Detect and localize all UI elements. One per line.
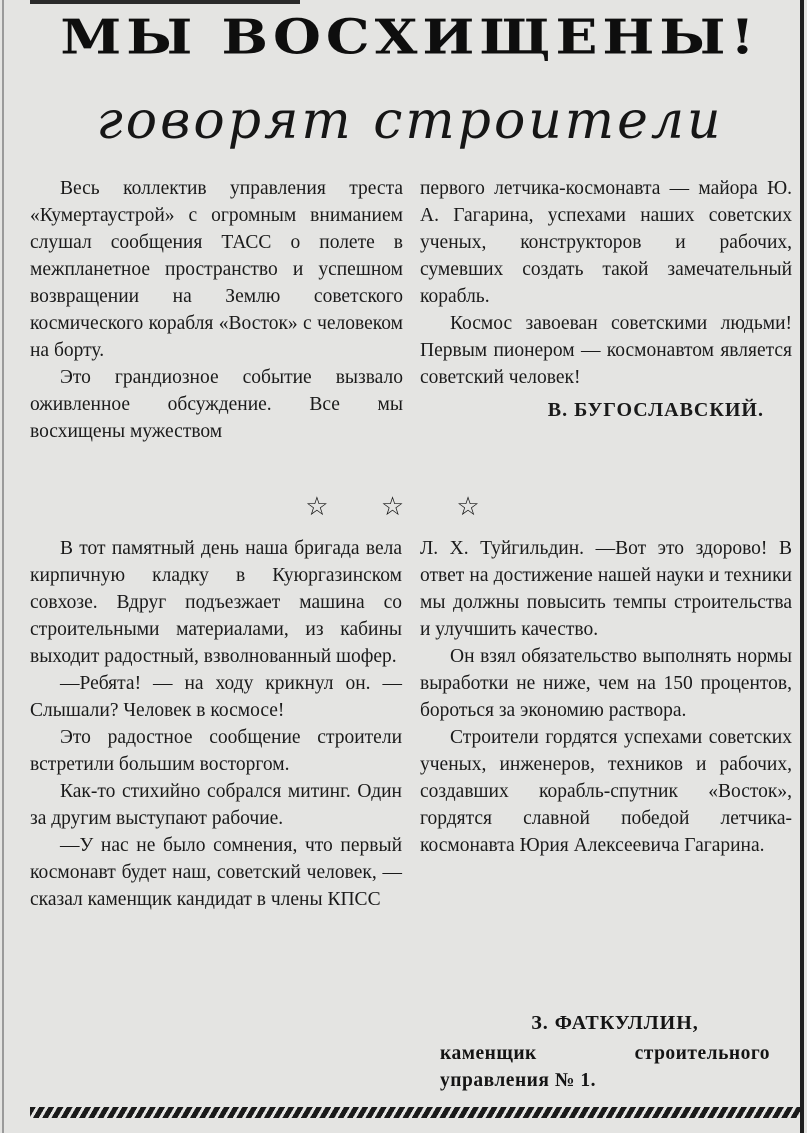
- article2-paragraph: —Ребята! — на ходу крикнул он. —Слышали? Человек в космосе!: [30, 673, 402, 721]
- article2-paragraph: Он взял обязательство выполнять нормы выработки не ниже, чем на 150 процентов, бороться за экономию раствора.: [420, 646, 792, 721]
- article1-paragraph: первого летчика-космонавта — майора Ю. А. Гагарина, успехами наших советских ученых, конструкторов и рабочих, сумевших создать такой замечательный корабль.: [420, 178, 792, 307]
- article2-paragraph: Строители гордятся успехами советских ученых, инженеров, техников и рабочих, создавших корабль-спутник «Восток», гордятся славной победой летчика-космонавта Юрия Алексеевича Гагарина.: [420, 727, 792, 856]
- right-column-rule: [800, 0, 804, 1133]
- article2-left-column: [30, 535, 402, 913]
- article1-paragraph: Весь коллектив управления треста «Кумертаустрой» с огромным вниманием слушал сообщения ТАСС о полете в межпланетное пространство и успешном возвращении на Землю советского космического корабля «Восток» с человеком на борту.: [30, 178, 403, 361]
- headline: МЫ ВОСХИЩЕНЫ!: [60, 8, 760, 65]
- article2-signature-role: каменщик строительного управления № 1.: [440, 1043, 770, 1091]
- article2-paragraph: Это радостное сообщение строители встретили большим восторгом.: [30, 727, 402, 775]
- bottom-hatched-rule: [30, 1107, 800, 1118]
- article2-paragraph: В тот памятный день наша бригада вела кирпичную кладку в Куюргазинском совхозе. Вдруг подъезжает машина со строительными материалами, из кабины выходит радостный, взволнованный шофер.: [30, 538, 402, 667]
- article1-paragraph: Космос завоеван советскими людьми! Первым пионером — космонавтом является советский человек!: [420, 313, 792, 388]
- article2-paragraph: Как-то стихийно собрался митинг. Один за другим выступают рабочие.: [30, 781, 402, 829]
- top-rule: [30, 0, 300, 4]
- article2-signature-name: З. ФАТКУЛЛИН,: [531, 1012, 699, 1034]
- article1-right-column: [420, 175, 792, 424]
- article1-signature: В. БУГОСЛАВСКИЙ.: [547, 399, 764, 421]
- left-edge: [2, 0, 4, 1133]
- article1-left-column: [30, 175, 403, 445]
- article2-paragraph: —У нас не было сомнения, что первый космонавт будет наш, советский человек, — сказал каменщик кандидат в члены КПСС: [30, 835, 402, 910]
- stars-separator: ☆ ☆ ☆: [305, 492, 502, 522]
- subheadline: говорят строители: [96, 91, 724, 151]
- article2-paragraph: Л. Х. Туйгильдин. —Вот это здорово! В ответ на достижение нашей науки и техники мы должны повысить темпы строительства и улучшить качество.: [420, 538, 792, 640]
- article2-right-column: [420, 535, 792, 859]
- article1-paragraph: Это грандиозное событие вызвало оживленное обсуждение. Все мы восхищены мужеством: [30, 367, 403, 442]
